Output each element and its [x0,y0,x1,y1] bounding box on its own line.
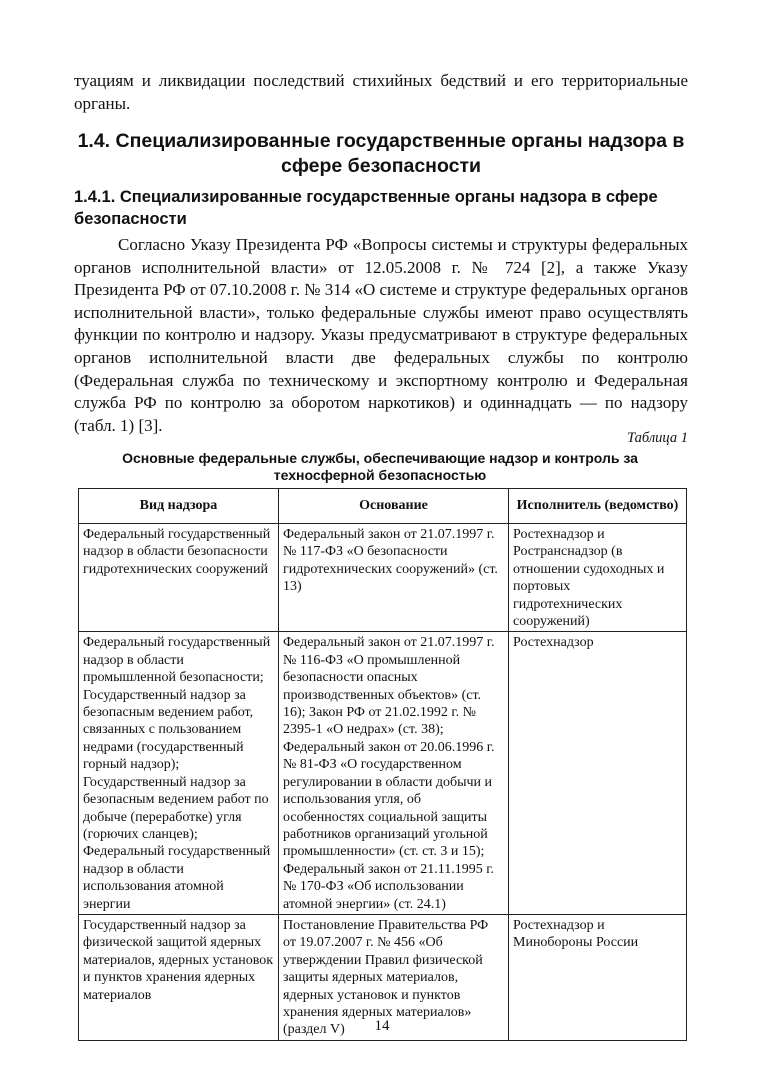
column-header-basis: Основание [279,489,509,524]
cell-executor: Ростехнадзор [509,632,687,915]
subsection-heading: 1.4.1. Специализированные государственные органы надзора в сфере безопасности [74,188,658,228]
table-caption: Основные федеральные службы, обеспечивающие надзор и контроль за техносферной безопасностью [122,450,638,483]
continued-paragraph [74,69,688,115]
supervision-table [78,488,687,1041]
section-heading: 1.4. Специализированные государственные органы надзора в сфере безопасности [77,130,685,177]
cell-executor: Ростехнадзор и Ространснадзор (в отношении судоходных и портовых гидротехнических сооружений) [509,524,687,632]
table-row [79,524,687,632]
cell-basis: Постановление Правительства РФ от 19.07.2007 г. № 456 «Об утверждении Правил физической защиты ядерных материалов, ядерных установок и пунктов хранения ядерных материалов» (раздел V) [279,914,509,1040]
cell-type: Федеральный государственный надзор в области промышленной безопасности; Государственный надзор за безопасным ведением работ, связанных с пользованием недрами (государственный горный надзор); Государственный надзор за безопасным ведением работ по добыче (переработке) угля (горючих сланцев); Федеральный государственный надзор в области использования атомной энергии [79,632,279,915]
cell-basis: Федеральный закон от 21.07.1997 г. № 116-ФЗ «О промышленной безопасности опасных производственных объектов» (ст. 16); Закон РФ от 21.02.1992 г. № 2395-1 «О недрах» (ст. 38); Федеральный закон от 20.06.1996 г. № 81-ФЗ «О государственном регулировании в области добычи и использования угля, об особенностях социальной защиты работников организаций угольной промышленности» (ст. ст. 3 и 15); Федеральный закон от 21.11.1995 г. № 170-ФЗ «Об использовании атомной энергии» (ст. 24.1) [279,632,509,915]
table-header-row [79,489,687,524]
column-header-executor: Исполнитель (ведомство) [509,489,687,524]
body-paragraph: Согласно Указу Президента РФ «Вопросы системы и структуры федеральных органов исполнительной власти» от 12.05.2008 г. № 724 [2], а также Указу Президента РФ от 07.10.2008 г. № 314 «О системе и структуре федеральных органов исполнительной власти», только федеральные службы имеют право осуществлять функции по контролю и надзору. Указы предусматривают в структуре федеральных органов исполнительной власти две федеральных службы по контролю (Федеральная служба по техническому и экспортному контролю и Федеральная служба РФ по контролю за оборотом наркотиков) и одиннадцать — по надзору (табл. 1) [3]. [74,235,688,435]
table-label: Таблица 1 [627,430,688,446]
cell-type: Государственный надзор за физической защитой ядерных материалов, ядерных установок и пунктов хранения ядерных материалов [79,914,279,1040]
continued-paragraph-text: туациям и ликвидации последствий стихийных бедствий и его территориальные органы. [74,71,688,113]
cell-type: Федеральный государственный надзор в области безопасности гидротехнических сооружений [79,524,279,632]
cell-executor: Ростехнадзор и Минобороны России [509,914,687,1040]
table-row [79,632,687,915]
page-number: 14 [374,1018,390,1034]
column-header-type: Вид надзора [79,489,279,524]
cell-basis: Федеральный закон от 21.07.1997 г. № 117-ФЗ «О безопасности гидротехнических сооружений» (ст. 13) [279,524,509,632]
